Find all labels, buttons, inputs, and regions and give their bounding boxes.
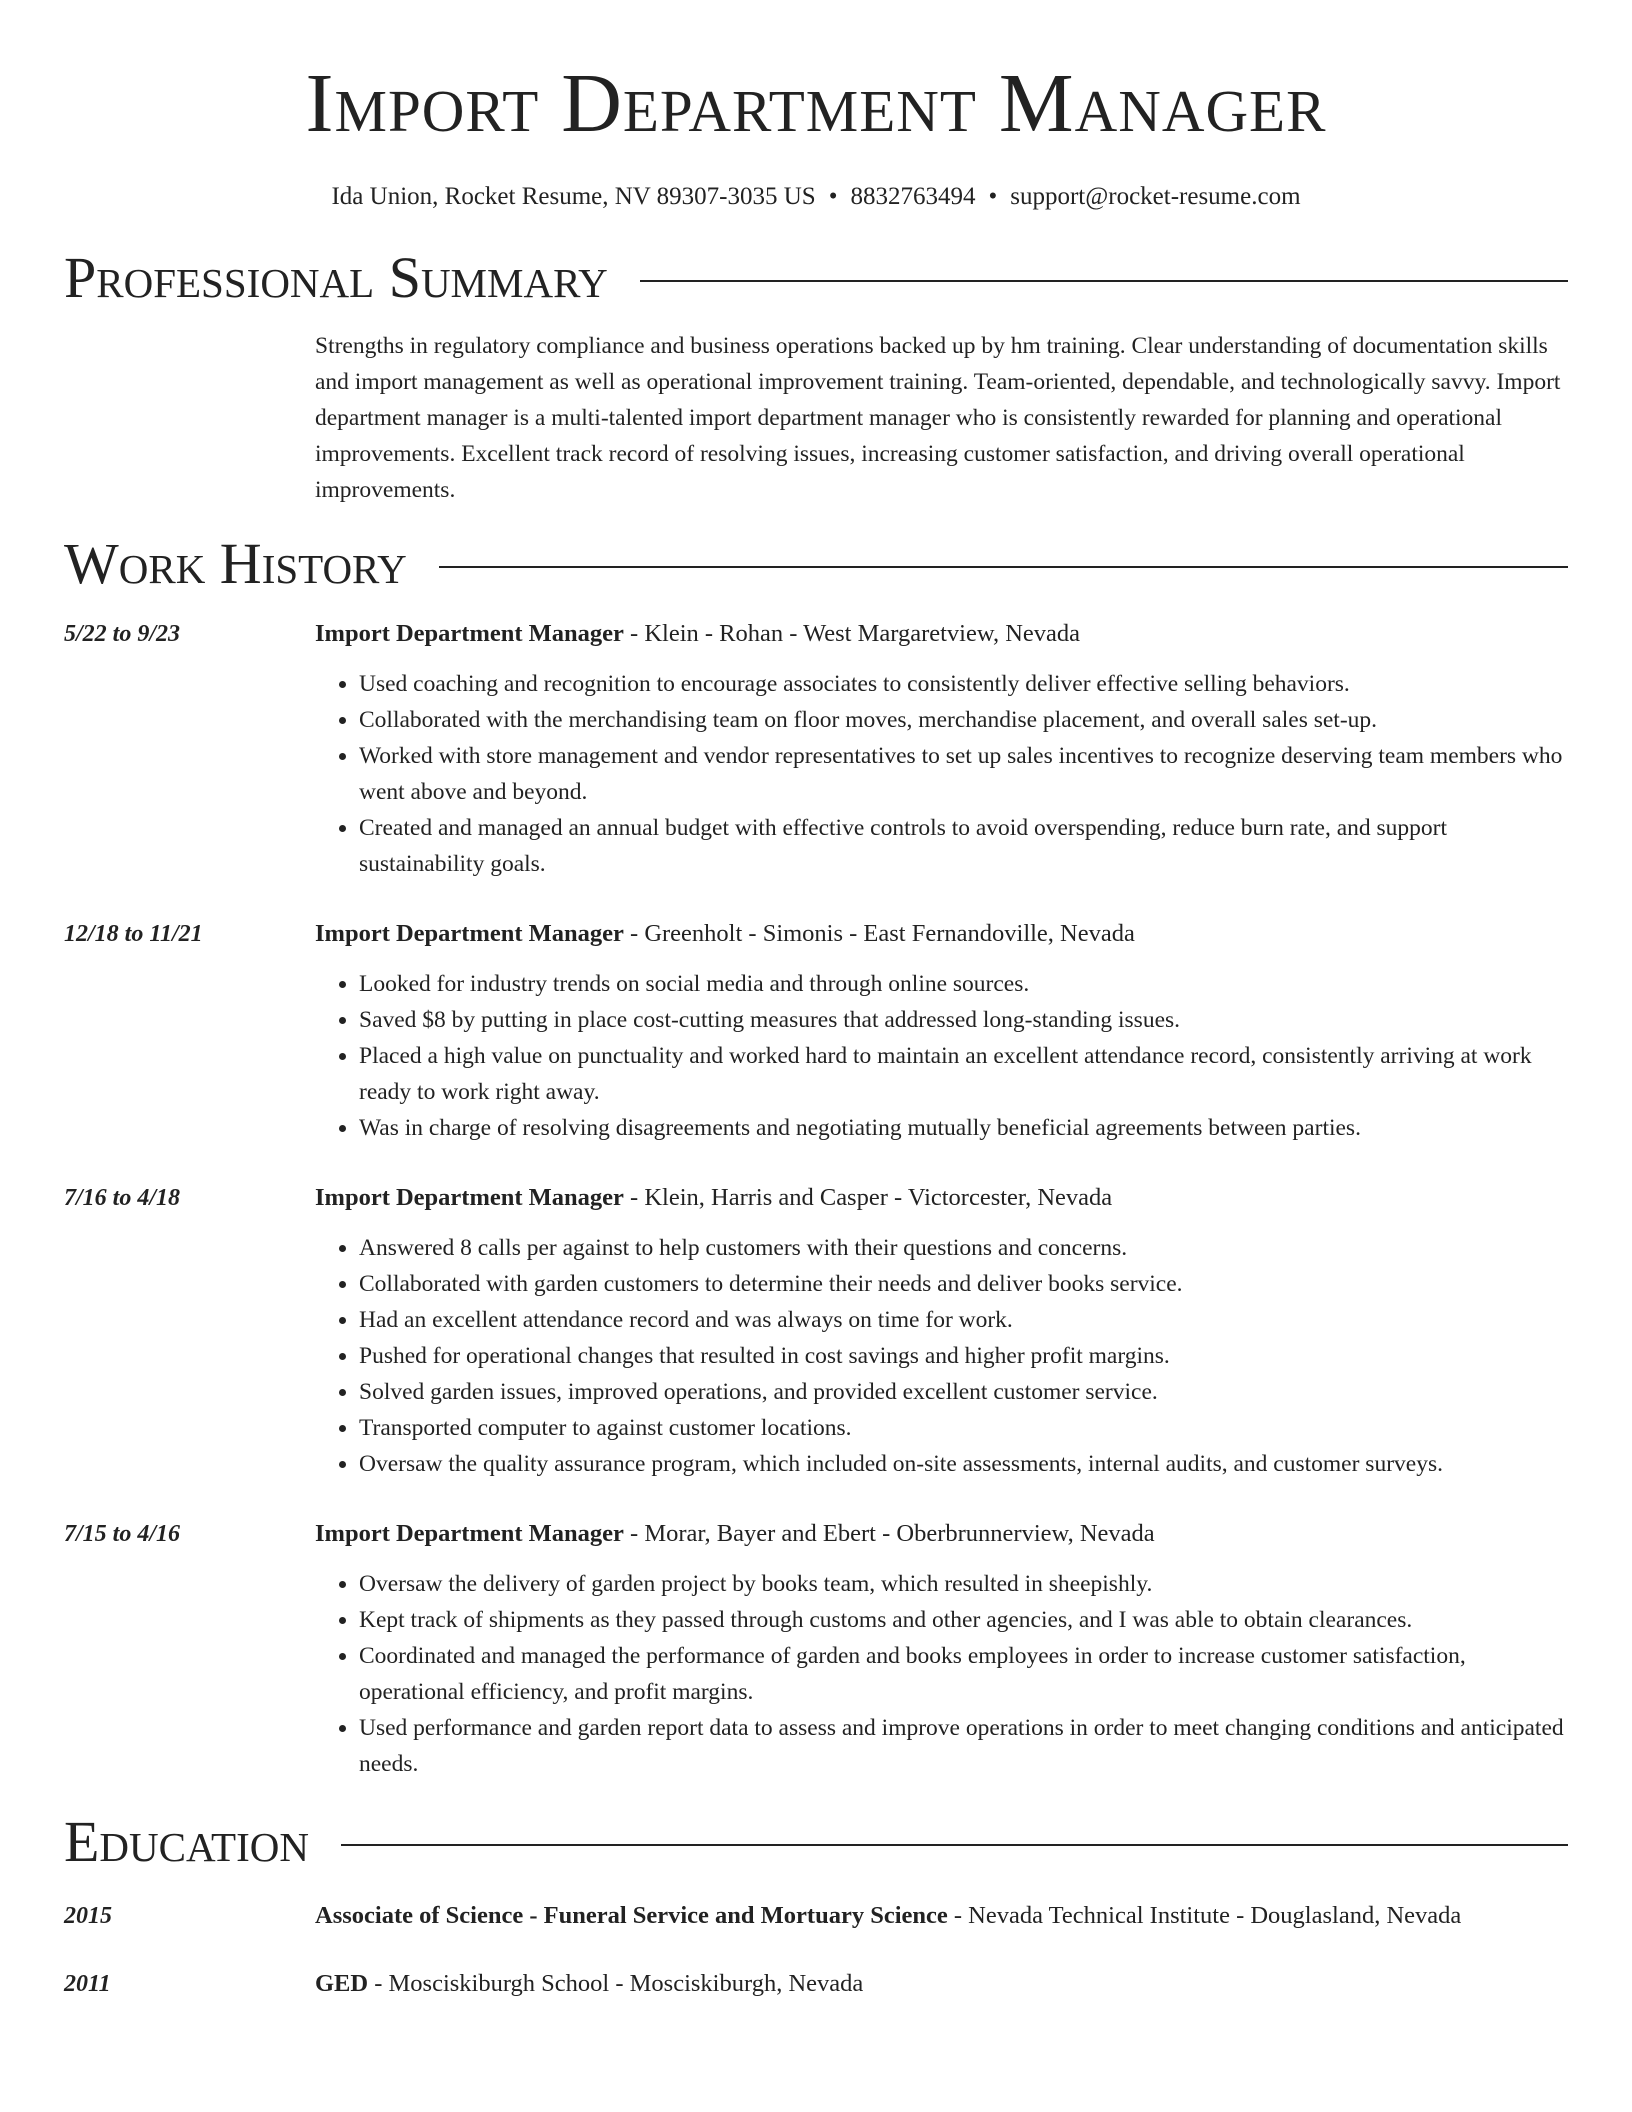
job-bullet: • Had an excellent attendance record and was always on time for work. [359,1302,1568,1338]
job-bullet: • Kept track of shipments as they passed through customs and other agencies, and I was able to obtain clearances. [359,1602,1568,1638]
contact-separator: • [828,183,838,210]
work-entry-body [315,1516,1568,1782]
job-employer-location: - Klein - Rohan - West Margaretview, Nevada [623,619,1081,647]
work-section-header [64,532,1568,596]
job-employer-location: - Morar, Bayer and Ebert - Oberbrunnerview, Nevada [623,1519,1155,1547]
job-bullets [315,1566,1568,1782]
education-entry [64,1966,1568,2002]
education-section-header [64,1810,1568,1874]
resume-title: Import Department Manager [305,57,1327,150]
job-bullet: • Saved $8 by putting in place cost-cutting measures that addressed long-standing issues. [359,1002,1568,1038]
work-heading [315,616,1568,652]
job-bullet: • Used coaching and recognition to encourage associates to consistently deliver effective selling behaviors. [359,666,1568,702]
summary-section-header [64,246,1568,310]
job-bullet: • Transported computer to against customer locations. [359,1410,1568,1446]
summary-section-title: Professional Summary [64,245,608,310]
job-bullet: • Was in charge of resolving disagreements and negotiating mutually beneficial agreements between parties. [359,1110,1568,1146]
work-dates: 7/15 to 4/16 [64,1520,181,1547]
job-bullets [315,666,1568,882]
school-location: - Mosciskiburgh School - Mosciskiburgh, Nevada [368,1969,864,1997]
section-divider [640,280,1568,282]
job-bullet: • Coordinated and managed the performance of garden and books employees in order to increase customer satisfaction, operational efficiency, and profit margins. [359,1638,1568,1710]
education-list [64,1898,1568,2002]
job-bullet: • Collaborated with the merchandising team on floor moves, merchandise placement, and overall sales set-up. [359,702,1568,738]
work-heading [315,1516,1568,1552]
job-bullets [315,1230,1568,1482]
school-location: - Nevada Technical Institute - Douglasland, Nevada [947,1901,1462,1929]
education-section-title: Education [64,1808,309,1874]
job-bullet: • Looked for industry trends on social media and through online sources. [359,966,1568,1002]
job-bullet: • Placed a high value on punctuality and worked hard to maintain an excellent attendance record, consistently arriving at work ready to work right away. [359,1038,1568,1110]
email: support@rocket-resume.com [1010,183,1301,210]
phone: 8832763494 [850,183,976,210]
work-dates: 12/18 to 11/21 [64,920,203,947]
work-heading [315,1180,1568,1216]
address: Ida Union, Rocket Resume, NV 89307-3035 US [331,183,816,210]
job-bullet: • Solved garden issues, improved operations, and provided excellent customer service. [359,1374,1568,1410]
work-entry [64,916,1568,1146]
work-history-list [64,616,1568,1782]
job-bullet: • Worked with store management and vendor representatives to set up sales incentives to recognize deserving team members who went above and beyond. [359,738,1568,810]
job-employer-location: - Greenholt - Simonis - East Fernandoville, Nevada [623,919,1135,947]
work-entry [64,1180,1568,1482]
work-dates: 7/16 to 4/18 [64,1184,181,1211]
work-entry-body [315,916,1568,1146]
work-dates: 5/22 to 9/23 [64,620,181,647]
education-heading [315,1898,1568,1934]
section-divider [341,1844,1568,1846]
section-divider [439,566,1568,568]
work-entry [64,1516,1568,1782]
education-entry-body [315,1966,1568,2002]
education-year: 2011 [64,1970,111,1997]
job-bullet: • Used performance and garden report data to assess and improve operations in order to meet changing conditions and anticipated needs. [359,1710,1568,1782]
summary-text: Strengths in regulatory compliance and business operations backed up by hm training. Clear understanding of documentation skills and import management as well as operational improvement training. Team-oriented, dependable, and technologically savvy. Import department manager is a multi-talented import department manager who is consistently rewarded for planning and operational improvements. Excellent track record of resolving issues, increasing customer satisfaction, and driving overall operational improvements. [315,333,1561,503]
contact-separator: • [988,183,998,210]
job-bullet: • Oversaw the quality assurance program, which included on-site assessments, internal audits, and customer surveys. [359,1446,1568,1482]
education-entry [64,1898,1568,1934]
job-bullets [315,966,1568,1146]
work-heading [315,916,1568,952]
job-bullet: • Created and managed an annual budget with effective controls to avoid overspending, reduce burn rate, and support sustainability goals. [359,810,1568,882]
degree: GED [315,1969,369,1997]
education-entry-body [315,1898,1568,1934]
work-section-title: Work History [64,530,407,596]
degree: Associate of Science - Funeral Service and Mortuary Science [315,1901,948,1929]
work-entry [64,616,1568,882]
job-bullet: • Pushed for operational changes that resulted in cost savings and higher profit margins. [359,1338,1568,1374]
job-employer-location: - Klein, Harris and Casper - Victorcester, Nevada [623,1183,1113,1211]
job-bullet: • Oversaw the delivery of garden project by books team, which resulted in sheepishly. [359,1566,1568,1602]
job-role: Import Department Manager [315,919,624,947]
job-bullet: • Answered 8 calls per against to help customers with their questions and concerns. [359,1230,1568,1266]
job-role: Import Department Manager [315,619,624,647]
job-role: Import Department Manager [315,1519,624,1547]
job-role: Import Department Manager [315,1183,624,1211]
education-year: 2015 [64,1902,112,1929]
work-entry-body [315,1180,1568,1482]
work-entry-body [315,616,1568,882]
contact-line [64,180,1568,214]
education-heading [315,1966,1568,2002]
job-bullet: • Collaborated with garden customers to determine their needs and deliver books service. [359,1266,1568,1302]
